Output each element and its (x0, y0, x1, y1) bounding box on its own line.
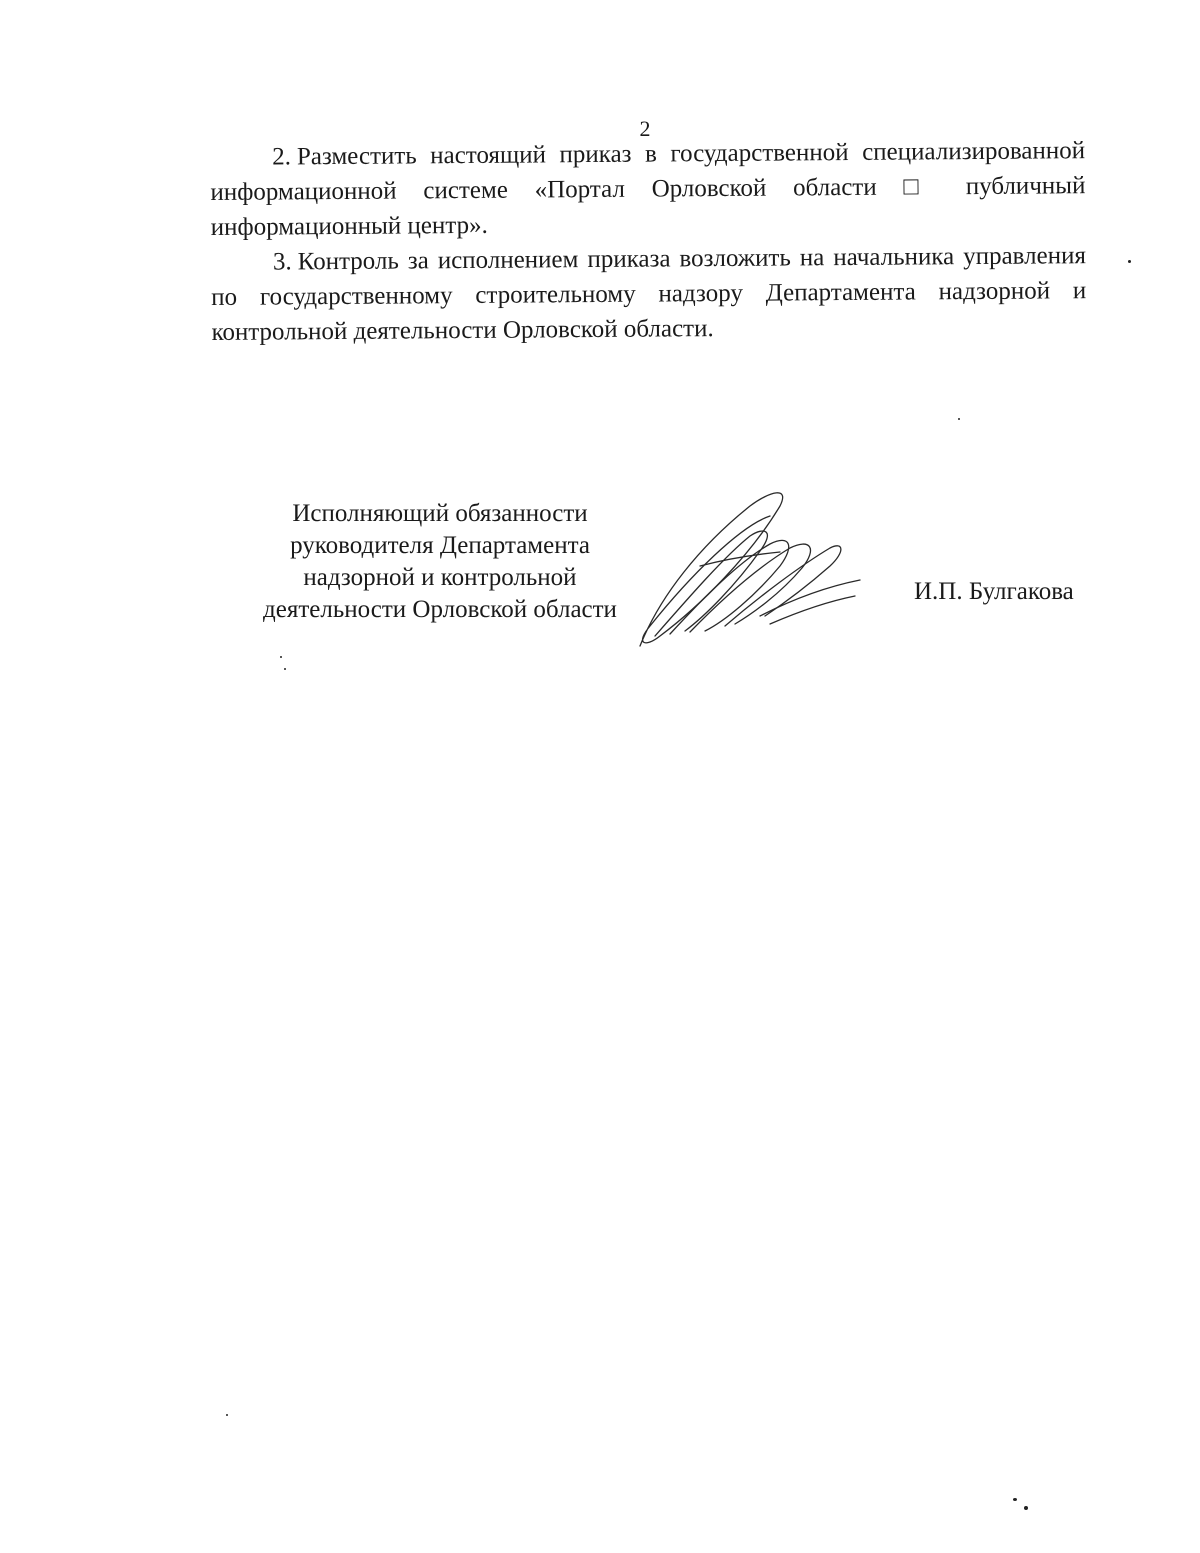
position-line: руководителя Департамента (290, 532, 590, 559)
paragraph-number: 3. (272, 248, 292, 276)
paragraph-number: 2. (272, 143, 291, 171)
signer-name: И.П. Булгакова (914, 578, 1074, 605)
scan-speck (284, 668, 286, 670)
scan-speck (958, 418, 960, 420)
page-number: 2 (639, 116, 651, 141)
paragraph-3 (211, 238, 1087, 350)
scan-speck (1013, 1498, 1017, 1501)
paragraph-text: Контроль за исполнением приказа возложить на начальника управления по государственному строительному надзору Департамента надзорной и контрольной деятельности Орловской области. (211, 242, 1087, 346)
position-line: Исполняющий обязанности (292, 500, 588, 527)
position-line: надзорной и контрольной (303, 564, 577, 591)
position-line: деятельности Орловской области (263, 596, 617, 623)
scan-speck (226, 1414, 228, 1416)
scan-speck (1128, 260, 1131, 263)
scan-speck (1024, 1506, 1028, 1510)
paragraph-text: Разместить настоящий приказ в государственной специализированной информационной системе «Портал Орловской области □ публичный информационный центр». (210, 137, 1086, 241)
document-body (210, 133, 1087, 350)
paragraph-2 (210, 133, 1086, 245)
handwritten-signature-icon (630, 486, 870, 652)
scan-speck (280, 656, 282, 658)
signatory-position (240, 498, 640, 626)
